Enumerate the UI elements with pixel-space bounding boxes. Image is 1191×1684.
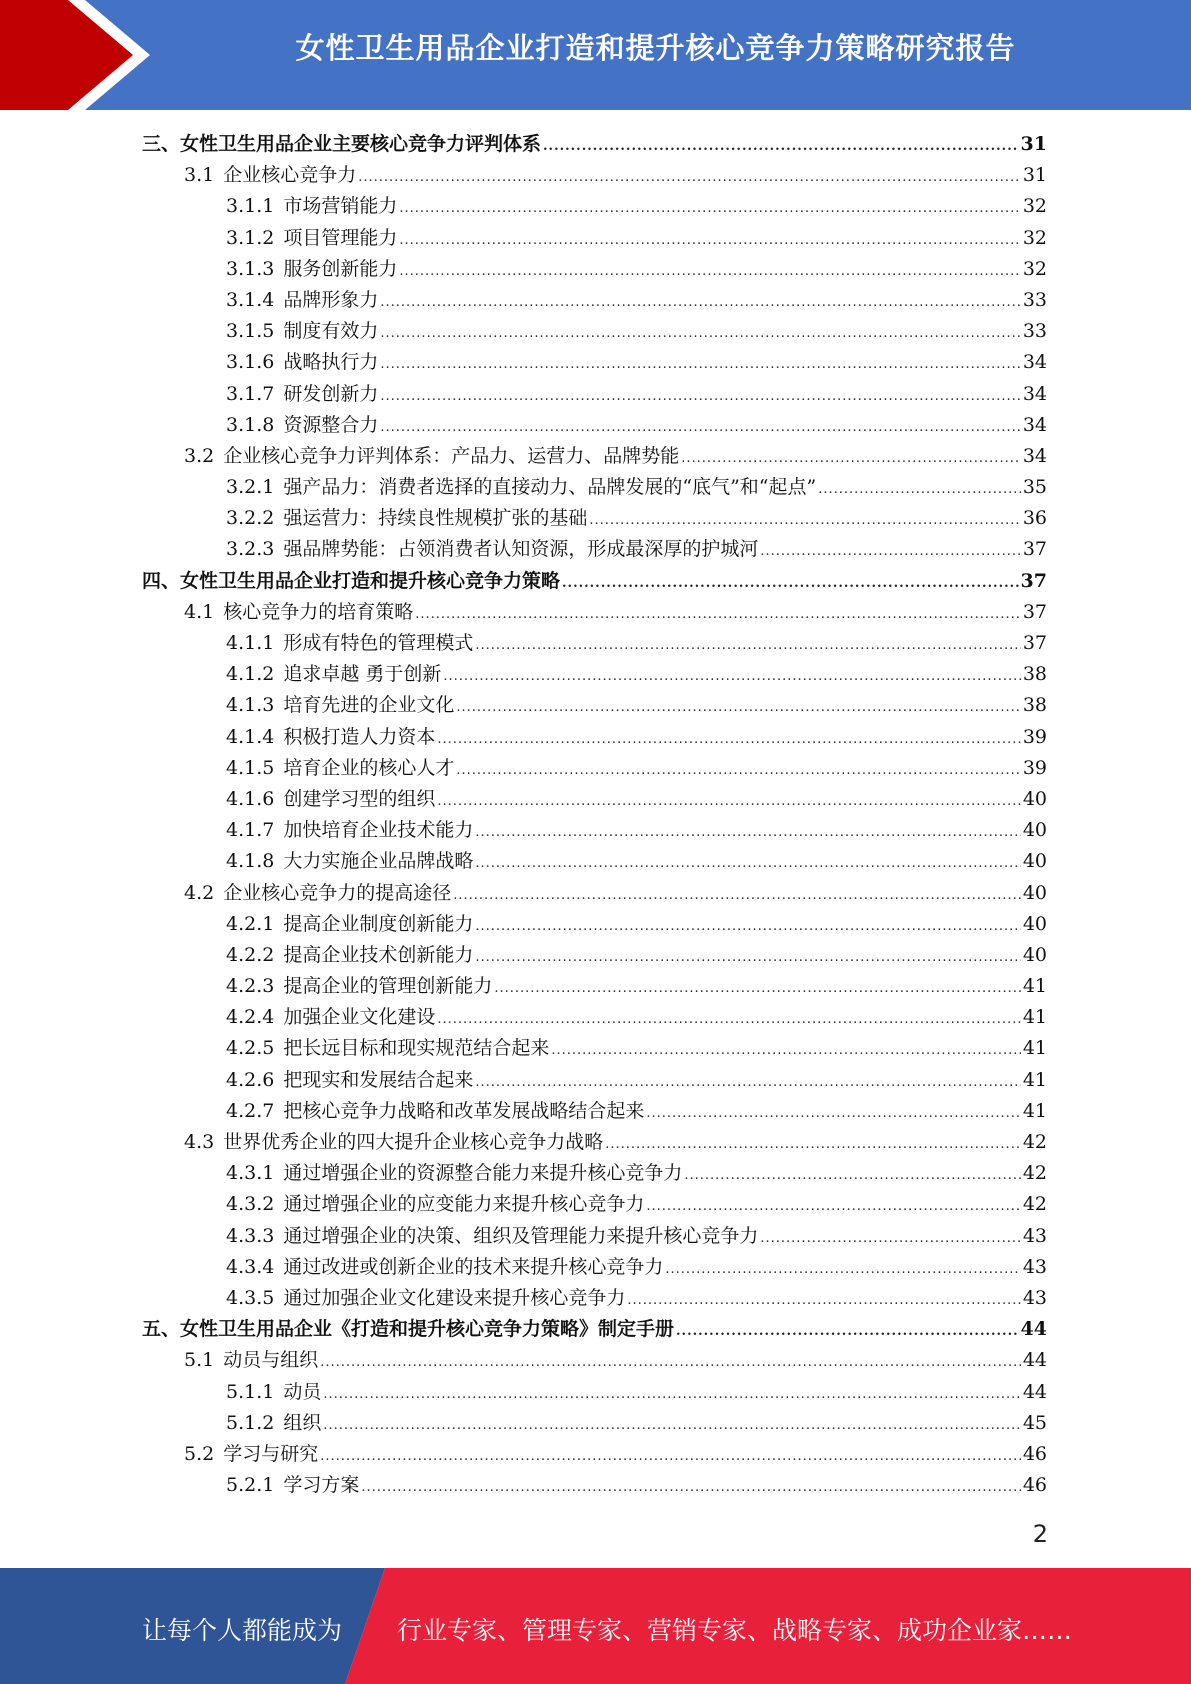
toc-entry[interactable] <box>142 1439 1047 1470</box>
toc-entry[interactable] <box>142 722 1047 753</box>
toc-entry-number: 3.1.1 <box>226 195 275 218</box>
toc-entry[interactable] <box>142 1002 1047 1033</box>
toc-entry-number: 3.1.4 <box>226 288 275 311</box>
toc-dot-leader <box>760 1223 1020 1254</box>
toc-entry-page: 39 <box>1022 756 1047 779</box>
toc-entry-label: 把现实和发展结合起来 <box>283 1068 474 1091</box>
toc-dot-leader <box>646 1191 1020 1222</box>
toc-entry-number: 4.1.3 <box>226 694 275 717</box>
toc-entry-number: 4.2.2 <box>226 943 275 966</box>
toc-entry-label: 学习与研究 <box>223 1442 319 1465</box>
toc-entry-page: 39 <box>1022 725 1047 748</box>
toc-entry[interactable] <box>142 566 1047 597</box>
toc-dot-leader <box>380 412 1020 443</box>
toc-entry-number: 3.1 <box>184 164 215 187</box>
toc-dot-leader <box>665 1254 1020 1285</box>
table-of-contents <box>142 129 1047 1501</box>
toc-entry[interactable] <box>142 628 1047 659</box>
toc-entry-number: 4.1.8 <box>226 850 275 873</box>
toc-entry[interactable] <box>142 846 1047 877</box>
toc-dot-leader <box>443 661 1020 692</box>
toc-dot-leader <box>320 1347 1021 1378</box>
toc-entry[interactable] <box>142 1314 1047 1345</box>
toc-entry-label: 提高企业制度创新能力 <box>283 912 474 935</box>
toc-entry-label: 强产品力：消费者选择的直接动力、品牌发展的“底气”和“起点” <box>283 476 817 499</box>
toc-entry[interactable] <box>142 316 1047 347</box>
toc-entry-page: 41 <box>1022 975 1047 998</box>
toc-entry-number: 4.2.1 <box>226 912 275 935</box>
toc-entry-label: 大力实施企业品牌战略 <box>283 850 474 873</box>
toc-entry-page: 42 <box>1022 1162 1047 1185</box>
toc-entry[interactable] <box>142 129 1047 160</box>
toc-entry-page: 43 <box>1022 1286 1047 1309</box>
toc-dot-leader <box>323 1379 1020 1410</box>
toc-entry-page: 33 <box>1022 288 1047 311</box>
toc-entry-number: 4.1.5 <box>226 756 275 779</box>
toc-entry-page: 32 <box>1022 195 1047 218</box>
toc-dot-leader <box>646 1098 1020 1129</box>
toc-entry[interactable] <box>142 1283 1047 1314</box>
toc-entry-number: 4.2.6 <box>226 1068 275 1091</box>
toc-entry-page: 44 <box>1022 1380 1047 1403</box>
toc-entry-number: 4.3 <box>184 1131 215 1153</box>
toc-entry-number: 4.3.5 <box>226 1286 275 1309</box>
toc-entry-label: 核心竞争力的培育策略 <box>223 600 414 623</box>
toc-entry-page: 40 <box>1022 850 1047 873</box>
toc-dot-leader <box>358 162 1021 193</box>
toc-entry-label: 女性卫生用品企业主要核心竞争力评判体系 <box>180 133 542 155</box>
toc-entry-label: 培育企业的核心人才 <box>283 756 455 779</box>
toc-entry[interactable] <box>142 160 1047 191</box>
toc-entry-page: 43 <box>1022 1255 1047 1278</box>
toc-entry-number: 4.1.1 <box>226 632 275 654</box>
toc-entry-page: 41 <box>1022 1099 1047 1122</box>
toc-entry-number: 3.1.3 <box>226 257 275 280</box>
toc-entry-label: 组织 <box>283 1411 322 1434</box>
toc-entry[interactable] <box>142 534 1047 565</box>
toc-entry-number: 5.1 <box>184 1349 215 1372</box>
toc-entry-label: 品牌形象力 <box>283 288 379 311</box>
toc-entry-number: 4.2.7 <box>226 1099 275 1122</box>
toc-dot-leader <box>676 1316 1019 1347</box>
toc-dot-leader <box>543 131 1019 162</box>
toc-dot-leader <box>456 755 1020 786</box>
document-title: 女性卫生用品企业打造和提升核心竞争力策略研究报告 <box>295 31 1016 65</box>
toc-entry-label: 强品牌势能：占领消费者认知资源，形成最深厚的护城河 <box>283 538 759 561</box>
toc-entry-label: 研发创新力 <box>283 382 379 405</box>
toc-entry-number: 4.1.2 <box>226 663 275 686</box>
toc-entry-number: 4.1.4 <box>226 725 275 748</box>
toc-dot-leader <box>361 1472 1020 1503</box>
toc-entry[interactable] <box>142 410 1047 441</box>
toc-entry-label: 培育先进的企业文化 <box>283 694 455 717</box>
toc-dot-leader <box>399 225 1020 256</box>
toc-entry[interactable] <box>142 285 1047 316</box>
toc-entry[interactable] <box>142 815 1047 846</box>
toc-dot-leader <box>684 1160 1020 1191</box>
toc-entry[interactable] <box>142 1096 1047 1127</box>
toc-entry-page: 42 <box>1022 1131 1047 1153</box>
toc-entry-label: 形成有特色的管理模式 <box>283 632 474 654</box>
toc-entry-label: 追求卓越 勇于创新 <box>283 663 442 686</box>
toc-entry-number: 4.1.6 <box>226 787 275 810</box>
toc-entry-label: 动员与组织 <box>223 1349 319 1372</box>
toc-entry[interactable] <box>142 254 1047 285</box>
toc-entry-page: 34 <box>1022 444 1047 467</box>
toc-entry-number: 3.1.2 <box>226 226 275 249</box>
toc-entry-label: 通过增强企业的应变能力来提升核心竞争力 <box>283 1193 645 1216</box>
toc-entry-number: 3.1.8 <box>226 413 275 436</box>
toc-entry-label: 通过改进或创新企业的技术来提升核心竞争力 <box>283 1255 664 1278</box>
toc-entry[interactable] <box>142 1470 1047 1501</box>
toc-entry-number: 三、 <box>142 133 181 155</box>
toc-entry-label: 加快培育企业技术能力 <box>283 819 474 842</box>
toc-entry-page: 41 <box>1022 1037 1047 1060</box>
toc-entry-number: 5.1.1 <box>226 1380 275 1403</box>
toc-dot-leader <box>627 1285 1020 1316</box>
toc-entry[interactable] <box>142 878 1047 909</box>
toc-dot-leader <box>323 1410 1020 1441</box>
toc-entry[interactable] <box>142 379 1047 410</box>
toc-entry-page: 31 <box>1022 164 1047 187</box>
toc-entry-label: 企业核心竞争力 <box>223 164 357 187</box>
toc-dot-leader <box>605 1129 1021 1160</box>
toc-entry-number: 4.3.1 <box>226 1162 275 1185</box>
toc-entry-page: 34 <box>1022 382 1047 405</box>
toc-entry-label: 战略执行力 <box>283 351 379 374</box>
toc-entry-label: 女性卫生用品企业《打造和提升核心竞争力策略》制定手册 <box>180 1318 675 1341</box>
toc-entry-number: 5.2 <box>184 1442 215 1465</box>
toc-entry-page: 40 <box>1022 943 1047 966</box>
toc-entry-page: 32 <box>1022 257 1047 280</box>
toc-entry[interactable] <box>142 1158 1047 1189</box>
toc-entry-page: 33 <box>1022 320 1047 343</box>
toc-entry-number: 3.1.6 <box>226 351 275 374</box>
toc-dot-leader <box>399 193 1020 224</box>
toc-dot-leader <box>380 287 1020 318</box>
toc-dot-leader <box>818 474 1021 505</box>
toc-entry-page: 37 <box>1022 538 1047 561</box>
toc-entry-page: 45 <box>1022 1411 1047 1434</box>
toc-entry-page: 44 <box>1022 1349 1047 1372</box>
toc-entry-page: 38 <box>1022 694 1047 717</box>
toc-dot-leader <box>475 848 1020 879</box>
toc-entry[interactable] <box>142 784 1047 815</box>
toc-dot-leader <box>475 630 1020 661</box>
toc-entry-page: 37 <box>1022 600 1047 623</box>
toc-dot-leader <box>589 505 1020 536</box>
toc-entry-page: 43 <box>1022 1224 1047 1247</box>
toc-entry-label: 世界优秀企业的四大提升企业核心竞争力战略 <box>223 1131 604 1153</box>
toc-dot-leader <box>475 1067 1020 1098</box>
toc-entry-label: 强运营力：持续良性规模扩张的基础 <box>283 507 588 530</box>
toc-entry-page: 40 <box>1022 881 1047 904</box>
toc-entry-page: 34 <box>1022 413 1047 436</box>
toc-entry-number: 3.2.3 <box>226 538 275 561</box>
toc-dot-leader <box>551 1035 1020 1066</box>
toc-entry-number: 四、 <box>142 569 181 592</box>
toc-entry-number: 4.3.4 <box>226 1255 275 1278</box>
toc-entry-label: 动员 <box>283 1380 322 1403</box>
toc-dot-leader <box>494 973 1020 1004</box>
toc-entry-page: 38 <box>1022 663 1047 686</box>
toc-dot-leader <box>681 443 1021 474</box>
toc-entry[interactable] <box>142 690 1047 721</box>
toc-entry[interactable] <box>142 1033 1047 1064</box>
toc-entry[interactable] <box>142 1221 1047 1252</box>
toc-entry[interactable] <box>142 1127 1047 1158</box>
toc-entry[interactable] <box>142 472 1047 503</box>
toc-entry-label: 项目管理能力 <box>283 226 398 249</box>
toc-entry[interactable] <box>142 1065 1047 1096</box>
toc-dot-leader <box>456 692 1020 723</box>
toc-entry-number: 3.2.2 <box>226 507 275 530</box>
toc-entry-label: 市场营销能力 <box>283 195 398 218</box>
toc-dot-leader <box>437 1004 1020 1035</box>
toc-entry-number: 4.2 <box>184 881 215 904</box>
toc-dot-leader <box>320 1441 1021 1472</box>
toc-entry-number: 3.2 <box>184 444 215 467</box>
toc-entry[interactable] <box>142 971 1047 1002</box>
toc-entry-page: 41 <box>1022 1006 1047 1029</box>
toc-entry-number: 4.1.7 <box>226 819 275 842</box>
toc-entry-label: 服务创新能力 <box>283 257 398 280</box>
toc-entry-number: 5.1.2 <box>226 1411 275 1434</box>
toc-entry-label: 通过增强企业的决策、组织及管理能力来提升核心竞争力 <box>283 1224 759 1247</box>
toc-entry[interactable] <box>142 223 1047 254</box>
toc-entry-page: 35 <box>1022 476 1047 499</box>
toc-entry-page: 40 <box>1022 787 1047 810</box>
footer-slogan-left: 让每个人都能成为 <box>142 1616 343 1645</box>
toc-entry-number: 4.1 <box>184 600 215 623</box>
toc-entry-label: 积极打造人力资本 <box>283 725 436 748</box>
toc-entry-label: 通过增强企业的资源整合能力来提升核心竞争力 <box>283 1162 683 1185</box>
toc-entry-number: 4.3.2 <box>226 1193 275 1216</box>
toc-entry[interactable] <box>142 1408 1047 1439</box>
toc-entry-number: 五、 <box>142 1318 181 1341</box>
toc-entry[interactable] <box>142 503 1047 534</box>
toc-entry-page: 46 <box>1022 1474 1047 1497</box>
toc-dot-leader <box>380 318 1020 349</box>
toc-entry-label: 制度有效力 <box>283 320 379 343</box>
toc-entry-page: 46 <box>1022 1442 1047 1465</box>
toc-entry-number: 4.2.4 <box>226 1006 275 1029</box>
toc-dot-leader <box>453 880 1021 911</box>
toc-entry[interactable] <box>142 753 1047 784</box>
toc-entry-label: 女性卫生用品企业打造和提升核心竞争力策略 <box>180 569 561 592</box>
toc-entry-number: 4.2.5 <box>226 1037 275 1060</box>
toc-entry[interactable] <box>142 441 1047 472</box>
toc-dot-leader <box>475 817 1020 848</box>
toc-entry-page: 44 <box>1020 1318 1047 1341</box>
toc-entry-page: 42 <box>1022 1193 1047 1216</box>
toc-entry-number: 4.3.3 <box>226 1224 275 1247</box>
toc-entry[interactable] <box>142 347 1047 378</box>
toc-entry-label: 企业核心竞争力的提高途径 <box>223 881 452 904</box>
toc-entry-page: 34 <box>1022 351 1047 374</box>
toc-entry-label: 把核心竞争力战略和改革发展战略结合起来 <box>283 1099 645 1122</box>
toc-entry-label: 提高企业技术创新能力 <box>283 943 474 966</box>
toc-entry-number: 3.1.5 <box>226 320 275 343</box>
toc-entry[interactable] <box>142 1189 1047 1220</box>
toc-dot-leader <box>415 599 1021 630</box>
toc-entry-page: 36 <box>1022 507 1047 530</box>
toc-entry-label: 创建学习型的组织 <box>283 787 436 810</box>
toc-dot-leader <box>399 256 1020 287</box>
toc-entry-number: 5.2.1 <box>226 1474 275 1497</box>
toc-entry-number: 3.2.1 <box>226 476 275 499</box>
toc-entry-page: 32 <box>1022 226 1047 249</box>
page-number: 2 <box>1032 1520 1048 1548</box>
page-footer <box>0 1568 1191 1684</box>
toc-dot-leader <box>475 911 1020 942</box>
toc-dot-leader <box>380 381 1020 412</box>
toc-entry-label: 提高企业的管理创新能力 <box>283 975 493 998</box>
footer-slogan-right: 行业专家、管理专家、营销专家、战略专家、成功企业家…… <box>397 1616 1073 1645</box>
toc-dot-leader <box>437 786 1020 817</box>
toc-entry[interactable] <box>142 597 1047 628</box>
toc-entry-page: 41 <box>1022 1068 1047 1091</box>
toc-entry-page: 40 <box>1022 912 1047 935</box>
toc-entry[interactable] <box>142 191 1047 222</box>
toc-entry-label: 企业核心竞争力评判体系：产品力、运营力、品牌势能 <box>223 444 680 467</box>
toc-entry-page: 31 <box>1020 133 1047 155</box>
toc-entry[interactable] <box>142 940 1047 971</box>
toc-entry[interactable] <box>142 1252 1047 1283</box>
toc-entry-page: 40 <box>1022 819 1047 842</box>
toc-dot-leader <box>380 349 1020 380</box>
toc-entry-page: 37 <box>1020 569 1047 592</box>
toc-entry[interactable] <box>142 659 1047 690</box>
toc-dot-leader <box>437 724 1020 755</box>
toc-dot-leader <box>475 942 1020 973</box>
toc-entry-page: 37 <box>1022 632 1047 654</box>
toc-entry[interactable] <box>142 1345 1047 1376</box>
toc-entry-number: 3.1.7 <box>226 382 275 405</box>
toc-entry-label: 通过加强企业文化建设来提升核心竞争力 <box>283 1286 626 1309</box>
toc-entry[interactable] <box>142 1377 1047 1408</box>
toc-dot-leader <box>562 568 1019 599</box>
toc-entry-label: 资源整合力 <box>283 413 379 436</box>
page-header <box>0 0 1191 110</box>
toc-entry-number: 4.2.3 <box>226 975 275 998</box>
toc-entry-label: 学习方案 <box>283 1474 360 1497</box>
toc-entry-label: 加强企业文化建设 <box>283 1006 436 1029</box>
toc-dot-leader <box>760 536 1020 567</box>
toc-entry[interactable] <box>142 909 1047 940</box>
toc-entry-label: 把长远目标和现实规范结合起来 <box>283 1037 550 1060</box>
